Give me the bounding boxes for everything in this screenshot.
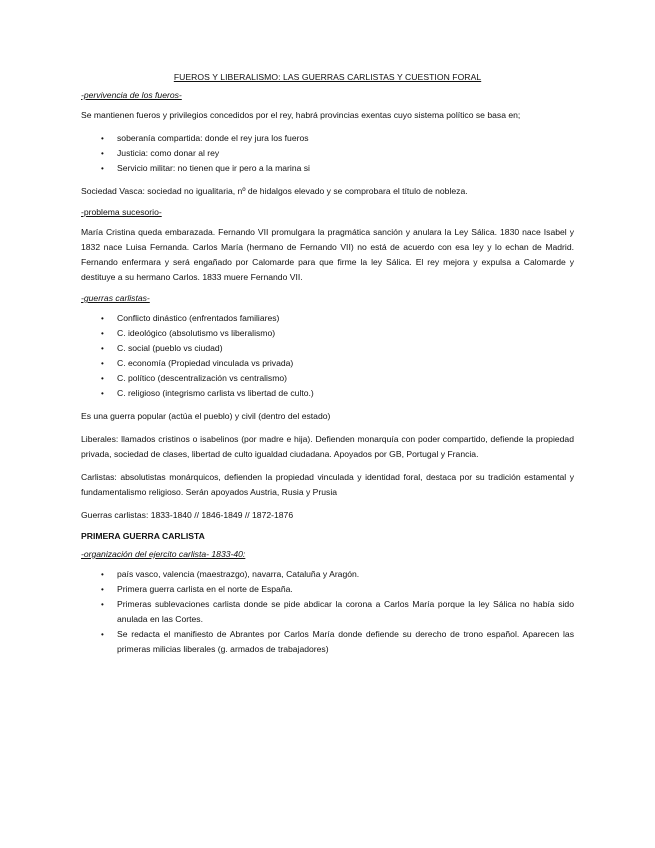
section-heading-guerras: -guerras carlistas-: [81, 293, 150, 303]
bullet-icon: •: [101, 374, 104, 383]
section-heading-sucesorio: -problema sucesorio-: [81, 207, 162, 217]
document-page: [81, 72, 574, 665]
bullet-icon: •: [101, 570, 104, 579]
bullet-icon: •: [101, 359, 104, 368]
fueros-list: [81, 131, 574, 176]
list-item: • soberanía compartida: donde el rey jura los fueros: [81, 131, 574, 146]
section-heading-fueros: -pervivencia de los fueros-: [81, 90, 182, 100]
list-item: • C. político (descentralización vs centralismo): [81, 371, 574, 386]
bullet-icon: •: [101, 344, 104, 353]
paragraph-fechas-guerras: Guerras carlistas: 1833-1840 // 1846-1849 // 1872-1876: [81, 510, 294, 520]
section-heading-primera-guerra: PRIMERA GUERRA CARLISTA: [81, 531, 205, 541]
list-item: • Se redacta el manifiesto de Abrantes por Carlos María donde defiende su derecho de trono español. Aparecen las primeras milicias liberales (g. armados de trabajadores): [101, 629, 574, 654]
bullet-icon: •: [101, 585, 104, 594]
bullet-icon: •: [101, 389, 104, 398]
list-item: • Justicia: como donar al rey: [81, 146, 574, 161]
paragraph-fueros-intro: Se mantienen fueros y privilegios concedidos por el rey, habrá provincias exentas cuyo sistema político se basa en;: [81, 110, 521, 120]
list-item: • C. religioso (integrismo carlista vs libertad de culto.): [81, 386, 574, 401]
paragraph-carlistas: Carlistas: absolutistas monárquicos, defienden la propiedad vinculada y identidad foral, destaca por su tradición estamental y fundamentalismo religioso. Serán apoyados Austria, Rusia y Prusia: [81, 472, 574, 497]
bullet-icon: •: [101, 134, 104, 143]
list-item: • C. social (pueblo vs ciudad): [81, 341, 574, 356]
paragraph-sucesorio: María Cristina queda embarazada. Fernando VII promulgara la pragmática sanción y anulara la Ley Sálica. 1830 nace Isabel y 1832 nace Luisa Fernanda. Carlos María (hermano de Fernando VII) no está de acuerdo con esa ley y lo echan de Madrid. Fernando enfermara y será engañado por Calomarde para que firme la ley Sálica. El rey mejora y expulsa a Calomarde y destituye a su hermano Carlos. 1833 muere Fernando VII.: [81, 227, 574, 282]
list-item: • C. ideológico (absolutismo vs liberalismo): [81, 326, 574, 341]
list-item: • Conflicto dinástico (enfrentados familiares): [81, 311, 574, 326]
bullet-icon: •: [101, 329, 104, 338]
subheading-organizacion: -organización del ejercito carlista- 1833-40:: [81, 549, 246, 559]
paragraph-sociedad-vasca: Sociedad Vasca: sociedad no igualitaria, nº de hidalgos elevado y se comprobara el título de nobleza.: [81, 186, 468, 196]
primera-guerra-list: [81, 567, 574, 657]
list-item: • Primeras sublevaciones carlista donde se pide abdicar la corona a Carlos María porque la ley Sálica no había sido anulada en las Cortes.: [101, 599, 574, 624]
document-title: FUEROS Y LIBERALISMO: LAS GUERRAS CARLISTAS Y CUESTION FORAL: [173, 72, 482, 82]
paragraph-liberales: Liberales: llamados cristinos o isabelinos (por madre e hija). Defienden monarquía con poder compartido, defiende la propiedad privada, sociedad de clases, libertad de culto igualdad ciudadana. Apoyados por GB, Portugal y Francia.: [81, 434, 574, 459]
list-item: • C. economía (Propiedad vinculada vs privada): [81, 356, 574, 371]
bullet-icon: •: [101, 600, 104, 609]
list-item: • Primera guerra carlista en el norte de España.: [81, 582, 574, 597]
list-item: • Servicio militar: no tienen que ir pero a la marina si: [81, 161, 574, 176]
bullet-icon: •: [101, 149, 104, 158]
paragraph-guerra-popular: Es una guerra popular (actúa el pueblo) y civil (dentro del estado): [81, 411, 331, 421]
bullet-icon: •: [101, 164, 104, 173]
bullet-icon: •: [101, 314, 104, 323]
guerras-list: [81, 311, 574, 401]
bullet-icon: •: [101, 630, 104, 639]
list-item: • país vasco, valencia (maestrazgo), navarra, Cataluña y Aragón.: [81, 567, 574, 582]
